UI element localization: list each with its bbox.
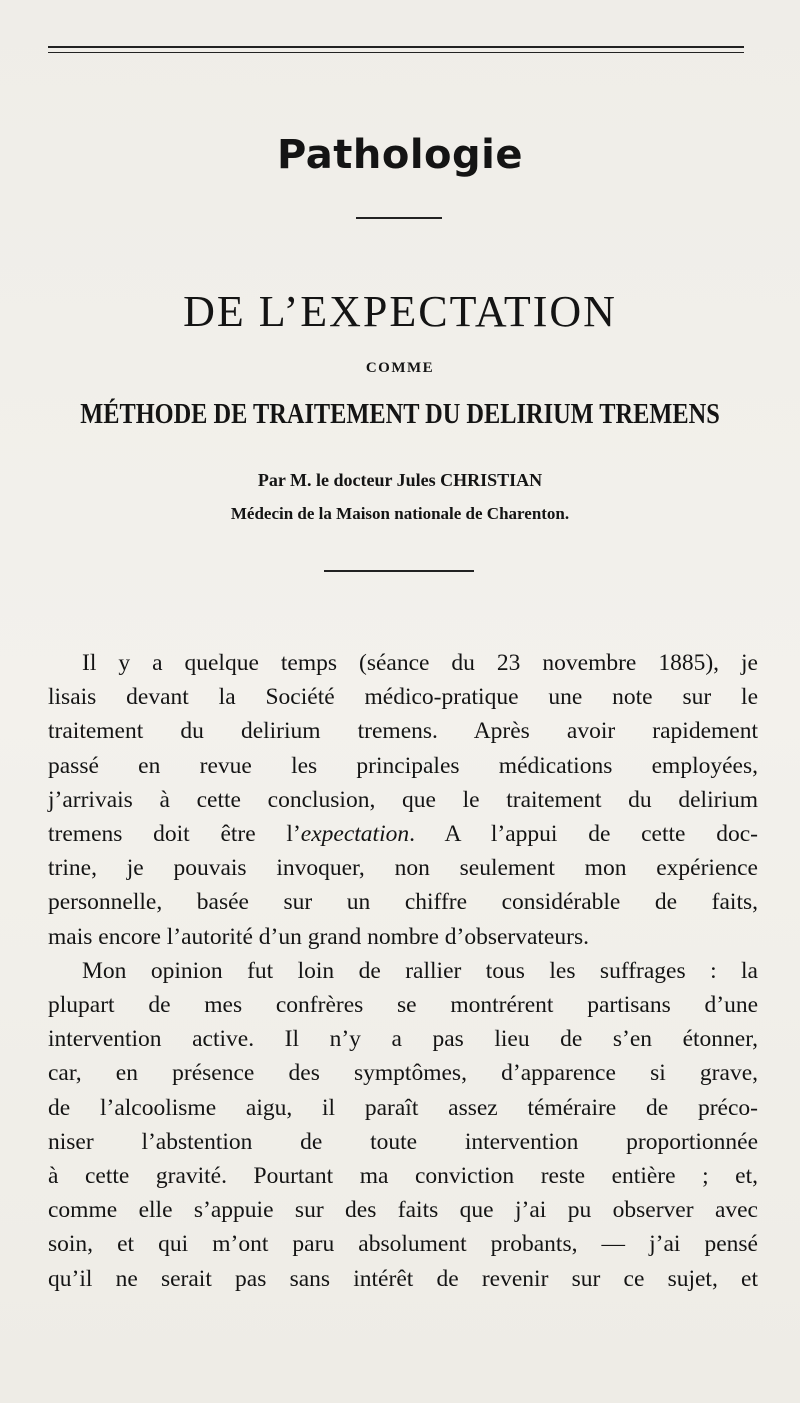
paragraph-1	[48, 646, 758, 954]
title-separator	[356, 217, 442, 219]
author-line: Par M. le docteur Jules CHRISTIAN	[257, 470, 543, 490]
body-line: comme elle s’appuie sur des faits que j’ai pu observer avec	[48, 1197, 758, 1224]
body-line: car, en présence des symptômes, d’apparence si grave,	[48, 1060, 758, 1087]
body-text-segment: . A l’appui de cette doc-	[409, 821, 758, 848]
section-title: Pathologie	[277, 132, 523, 178]
body-line: soin, et qui m’ont paru absolument probants, — j’ai pensé	[48, 1231, 758, 1258]
body-line: intervention active. Il n’y a pas lieu de s’en étonner,	[48, 1026, 758, 1053]
article-body	[48, 646, 758, 1296]
body-line: niser l’abstention de toute intervention proportionnée	[48, 1128, 758, 1155]
body-line: passé en revue les principales médications employées,	[48, 752, 758, 779]
byline-separator	[324, 570, 474, 572]
body-line: plupart de mes confrères se montrérent partisans d’une	[48, 992, 758, 1019]
author-affiliation: Médecin de la Maison nationale de Charenton.	[230, 504, 570, 523]
body-line: qu’il ne serait pas sans intérêt de revenir sur ce sujet, et	[48, 1265, 758, 1292]
body-line	[48, 817, 758, 851]
body-line: Il y a quelque temps (séance du 23 novembre 1885), je	[82, 650, 758, 676]
body-line: j’arrivais à cette conclusion, que le traitement du delirium	[48, 786, 758, 813]
body-line: traitement du delirium tremens. Après avoir rapidement	[48, 718, 758, 745]
body-line: à cette gravité. Pourtant ma conviction reste entière ; et,	[48, 1163, 758, 1190]
body-line: personnelle, basée sur un chiffre considérable de faits,	[48, 889, 758, 916]
body-text-segment: tremens doit être l’	[48, 821, 301, 848]
paragraph-2	[48, 954, 758, 1296]
body-line: trine, je pouvais invoquer, non seulement mon expérience	[48, 855, 758, 882]
article-title: DE L’EXPECTATION	[183, 287, 617, 336]
emphasis-expectation: expectation	[300, 821, 410, 848]
body-line: lisais devant la Société médico-pratique une note sur le	[48, 684, 758, 711]
article-connector: COMME	[365, 360, 435, 376]
body-line: Mon opinion fut loin de rallier tous les suffrages : la	[82, 957, 758, 984]
body-line: de l’alcoolisme aigu, il paraît assez téméraire de préco-	[48, 1094, 758, 1121]
article-subtitle: MÉTHODE DE TRAITEMENT DU DELIRIUM TREMENS	[80, 398, 720, 430]
body-line: mais encore l’autorité d’un grand nombre d’observateurs.	[48, 923, 589, 950]
header-rule	[48, 46, 744, 53]
